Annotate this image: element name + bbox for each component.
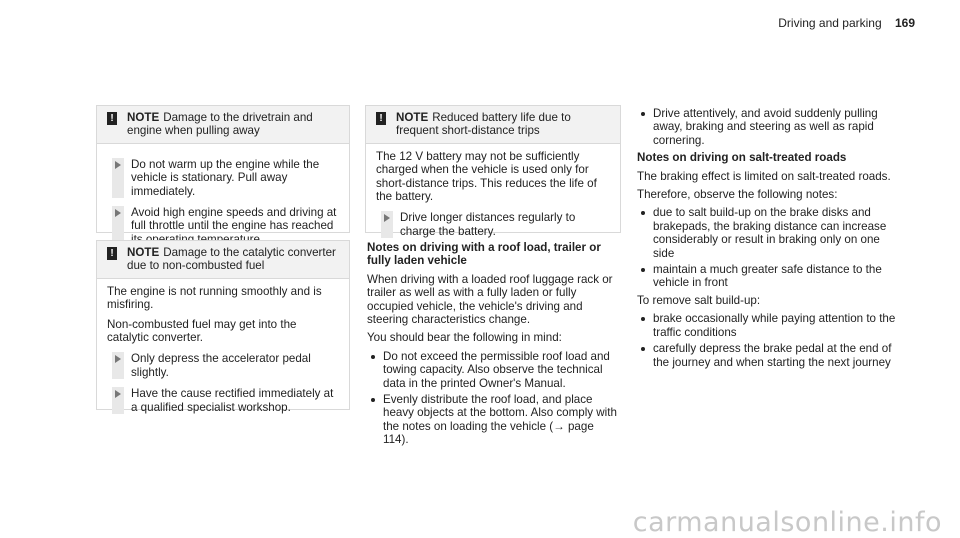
note-header — [366, 106, 620, 144]
list-item: Drive attentively, and avoid suddenly pulling away, braking and steering as well as rapid cornering. — [637, 107, 899, 147]
page-number: 169 — [894, 16, 915, 30]
step-arrow-icon — [112, 387, 124, 414]
section-heading: Notes on driving with a roof load, trailer or fully laden vehicle — [367, 241, 601, 268]
paragraph: Non-combusted fuel may get into the catalytic converter. — [107, 317, 297, 345]
note-title: Damage to the drivetrain and engine when pulling away — [127, 111, 313, 138]
instruction-step — [376, 211, 612, 238]
warning-icon: ! — [107, 247, 117, 260]
page-header — [778, 17, 915, 30]
bullet-list — [637, 206, 899, 289]
note-label: NOTE — [127, 111, 160, 124]
step-arrow-icon — [381, 211, 393, 238]
step-arrow-icon — [112, 352, 124, 379]
note-body — [97, 279, 349, 428]
list-item: brake occasionally while paying attention to the traffic conditions — [637, 312, 899, 339]
warning-icon: ! — [376, 112, 386, 125]
list-item: Do not exceed the permissible roof load and towing capacity. Also observe the technical data in the printed Owner's Manual. — [367, 350, 621, 390]
paragraph: To remove salt build-up: — [637, 293, 761, 307]
step-text: Have the cause rectified immediately at a qualified specialist workshop. — [131, 387, 334, 414]
paragraph: The engine is not running smoothly and is misfiring. — [107, 284, 322, 312]
note-title: Reduced battery life due to frequent short-distance trips — [396, 111, 571, 138]
instruction-step — [107, 352, 341, 379]
warning-icon: ! — [107, 112, 117, 125]
paragraph: Therefore, observe the following notes: — [637, 188, 838, 202]
instruction-step — [107, 387, 341, 414]
note-label: NOTE — [396, 111, 429, 124]
paragraph: The braking effect is limited on salt-treated roads. — [637, 169, 891, 183]
step-arrow-icon — [112, 158, 124, 198]
watermark: carmanualsonline.info — [632, 506, 942, 538]
paragraph: When driving with a loaded roof luggage rack or trailer as well as with a fully laden or fully occupied vehicle, the vehicle's driving and steering characteristics change. — [367, 272, 613, 327]
list-item: carefully depress the brake pedal at the end of the journey and when starting the next journey — [637, 342, 899, 369]
note-title: Damage to the catalytic converter due to non-combusted fuel — [127, 246, 336, 273]
step-text: Only depress the accelerator pedal slightly. — [131, 352, 311, 379]
section-title: Driving and parking — [778, 16, 882, 30]
instruction-step — [107, 158, 341, 198]
note-box-catalytic — [96, 240, 350, 414]
step-text: Do not warm up the engine while the vehicle is stationary. Pull away immediately. — [131, 157, 320, 198]
note-box-battery — [365, 105, 621, 238]
note-header — [97, 106, 349, 144]
roof-load-section — [367, 241, 621, 451]
step-text: Drive longer distances regularly to charge the battery. — [400, 211, 576, 238]
list-item: Evenly distribute the roof load, and place heavy objects at the bottom. Also comply with the notes on loading the vehicle (→ page 114). — [367, 393, 621, 447]
right-column — [637, 105, 899, 373]
list-item: maintain a much greater safe distance to the vehicle in front — [637, 263, 899, 290]
bullet-list — [637, 312, 899, 369]
note-box-drivetrain — [96, 105, 350, 233]
paragraph: You should bear the following in mind: — [367, 331, 562, 345]
note-header — [97, 241, 349, 279]
section-heading: Notes on driving on salt-treated roads — [637, 151, 847, 165]
note-label: NOTE — [127, 246, 160, 259]
bullet-list — [637, 107, 899, 147]
list-item: due to salt build-up on the brake disks and brakepads, the braking distance can increase considerably or result in braking only on one side — [637, 206, 899, 260]
step-text: Avoid high engine speeds and driving at full throttle until the engine has reached — [131, 206, 337, 233]
paragraph: The 12 V battery may not be sufficiently charged when the vehicle is used only for short-distance trips. This reduces the life of the battery. — [376, 149, 597, 204]
note-body — [366, 144, 620, 252]
bullet-list — [367, 350, 621, 447]
